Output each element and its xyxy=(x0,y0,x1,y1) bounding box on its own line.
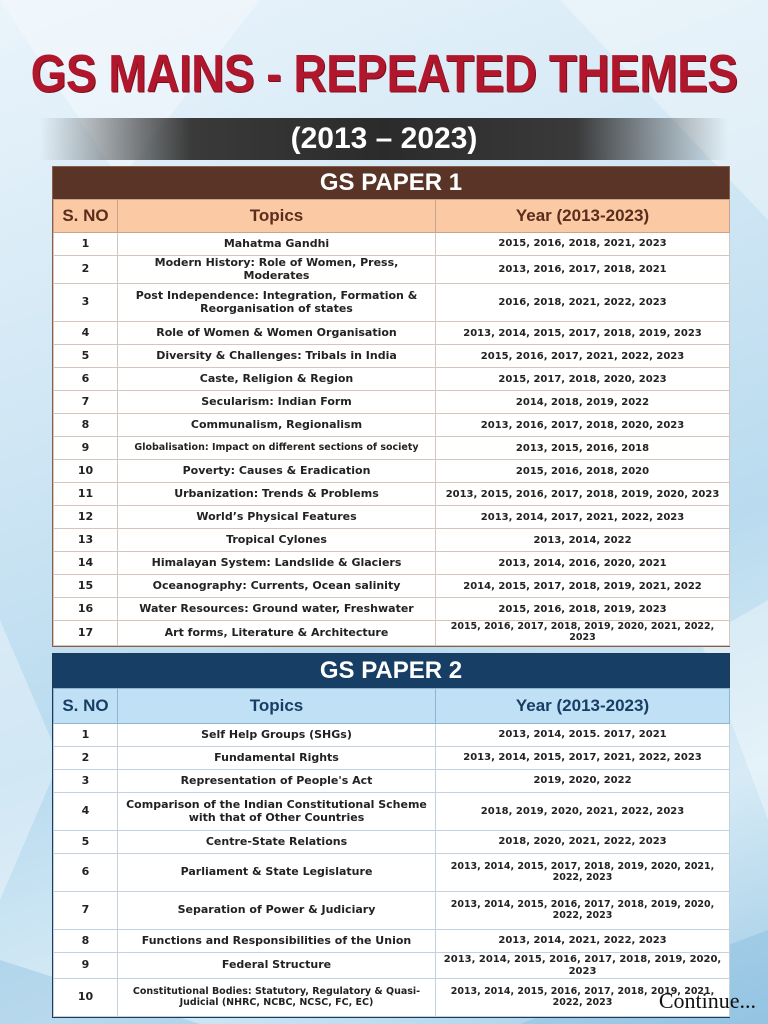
years-cell: 2013, 2015, 2016, 2018 xyxy=(436,437,730,460)
years-cell: 2015, 2016, 2018, 2020 xyxy=(436,460,730,483)
table-row xyxy=(54,368,730,391)
years-cell: 2013, 2014, 2015. 2017, 2021 xyxy=(436,724,730,747)
topic-cell: Globalisation: Impact on different sections of society xyxy=(118,437,436,460)
table-row xyxy=(54,322,730,345)
table-row xyxy=(54,770,730,793)
serial-number-cell: 4 xyxy=(54,322,118,345)
topic-cell: Centre-State Relations xyxy=(118,831,436,854)
topic-cell: Comparison of the Indian Constitutional Scheme with that of Other Countries xyxy=(118,793,436,831)
column-header-sno: S. NO xyxy=(54,689,118,724)
serial-number-cell: 12 xyxy=(54,506,118,529)
topic-cell: Federal Structure xyxy=(118,953,436,979)
serial-number-cell: 6 xyxy=(54,368,118,391)
table-row xyxy=(54,575,730,598)
topic-cell: Separation of Power & Judiciary xyxy=(118,892,436,930)
years-cell: 2018, 2019, 2020, 2021, 2022, 2023 xyxy=(436,793,730,831)
table-row xyxy=(54,793,730,831)
serial-number-cell: 14 xyxy=(54,552,118,575)
serial-number-cell: 2 xyxy=(54,747,118,770)
topic-cell: Parliament & State Legislature xyxy=(118,854,436,892)
topic-cell: Oceanography: Currents, Ocean salinity xyxy=(118,575,436,598)
topic-cell: Poverty: Causes & Eradication xyxy=(118,460,436,483)
years-cell: 2013, 2014, 2015, 2016, 2017, 2018, 2019, 2021, 2022, 2023 xyxy=(436,979,730,1017)
table-row xyxy=(54,284,730,322)
serial-number-cell: 7 xyxy=(54,391,118,414)
years-cell: 2014, 2018, 2019, 2022 xyxy=(436,391,730,414)
years-cell: 2015, 2016, 2017, 2018, 2019, 2020, 2021, 2022, 2023 xyxy=(436,621,730,646)
years-cell: 2013, 2015, 2016, 2017, 2018, 2019, 2020, 2023 xyxy=(436,483,730,506)
years-cell: 2013, 2014, 2015, 2016, 2017, 2018, 2019, 2020, 2022, 2023 xyxy=(436,892,730,930)
column-header-topics: Topics xyxy=(118,689,436,724)
years-cell: 2013, 2014, 2022 xyxy=(436,529,730,552)
table-row xyxy=(54,621,730,646)
topic-cell: Mahatma Gandhi xyxy=(118,233,436,256)
gs-paper-1-table xyxy=(52,166,730,647)
years-cell: 2013, 2014, 2016, 2020, 2021 xyxy=(436,552,730,575)
table-row xyxy=(54,724,730,747)
serial-number-cell: 9 xyxy=(54,437,118,460)
years-cell: 2013, 2016, 2017, 2018, 2020, 2023 xyxy=(436,414,730,437)
topic-cell: Water Resources: Ground water, Freshwater xyxy=(118,598,436,621)
topic-cell: Caste, Religion & Region xyxy=(118,368,436,391)
table-row xyxy=(54,506,730,529)
table-row xyxy=(54,892,730,930)
table-row xyxy=(54,437,730,460)
years-cell: 2014, 2015, 2017, 2018, 2019, 2021, 2022 xyxy=(436,575,730,598)
column-header-year: Year (2013-2023) xyxy=(436,200,730,233)
table-row xyxy=(54,598,730,621)
serial-number-cell: 5 xyxy=(54,345,118,368)
gs-paper-1-heading: GS PAPER 1 xyxy=(53,167,729,199)
topic-cell: Representation of People's Act xyxy=(118,770,436,793)
years-cell: 2018, 2020, 2021, 2022, 2023 xyxy=(436,831,730,854)
years-cell: 2013, 2014, 2015, 2017, 2021, 2022, 2023 xyxy=(436,747,730,770)
serial-number-cell: 13 xyxy=(54,529,118,552)
years-cell: 2013, 2014, 2015, 2016, 2017, 2018, 2019, 2020, 2023 xyxy=(436,953,730,979)
topic-cell: Post Independence: Integration, Formation & Reorganisation of states xyxy=(118,284,436,322)
serial-number-cell: 4 xyxy=(54,793,118,831)
serial-number-cell: 17 xyxy=(54,621,118,646)
topic-cell: Modern History: Role of Women, Press, Moderates xyxy=(118,256,436,284)
serial-number-cell: 16 xyxy=(54,598,118,621)
years-cell: 2015, 2016, 2018, 2019, 2023 xyxy=(436,598,730,621)
years-cell: 2013, 2014, 2021, 2022, 2023 xyxy=(436,930,730,953)
serial-number-cell: 8 xyxy=(54,930,118,953)
topic-cell: Functions and Responsibilities of the Union xyxy=(118,930,436,953)
page-title: GS MAINS - REPEATED THEMES xyxy=(30,43,738,103)
years-cell: 2015, 2016, 2018, 2021, 2023 xyxy=(436,233,730,256)
serial-number-cell: 10 xyxy=(54,979,118,1017)
serial-number-cell: 5 xyxy=(54,831,118,854)
column-header-year: Year (2013-2023) xyxy=(436,689,730,724)
table-row xyxy=(54,233,730,256)
table-row xyxy=(54,414,730,437)
serial-number-cell: 1 xyxy=(54,233,118,256)
topic-cell: Communalism, Regionalism xyxy=(118,414,436,437)
table-row xyxy=(54,747,730,770)
continue-label: Continue... xyxy=(658,988,756,1013)
serial-number-cell: 1 xyxy=(54,724,118,747)
table-row xyxy=(54,345,730,368)
serial-number-cell: 6 xyxy=(54,854,118,892)
years-cell: 2013, 2014, 2015, 2017, 2018, 2019, 2023 xyxy=(436,322,730,345)
table-row xyxy=(54,552,730,575)
table-row xyxy=(54,460,730,483)
table-row xyxy=(54,483,730,506)
gs-paper-2-heading: GS PAPER 2 xyxy=(53,654,729,688)
serial-number-cell: 7 xyxy=(54,892,118,930)
serial-number-cell: 15 xyxy=(54,575,118,598)
years-cell: 2013, 2016, 2017, 2018, 2021 xyxy=(436,256,730,284)
column-header-sno: S. NO xyxy=(54,200,118,233)
table-row xyxy=(54,854,730,892)
topic-cell: Secularism: Indian Form xyxy=(118,391,436,414)
topic-cell: Urbanization: Trends & Problems xyxy=(118,483,436,506)
serial-number-cell: 8 xyxy=(54,414,118,437)
topic-cell: Self Help Groups (SHGs) xyxy=(118,724,436,747)
years-cell: 2016, 2018, 2021, 2022, 2023 xyxy=(436,284,730,322)
serial-number-cell: 9 xyxy=(54,953,118,979)
years-cell: 2019, 2020, 2022 xyxy=(436,770,730,793)
paper-1-grid xyxy=(53,199,730,646)
years-cell: 2015, 2016, 2017, 2021, 2022, 2023 xyxy=(436,345,730,368)
year-range-banner: (2013 – 2023) xyxy=(40,118,728,160)
years-cell: 2013, 2014, 2017, 2021, 2022, 2023 xyxy=(436,506,730,529)
table-row xyxy=(54,831,730,854)
topic-cell: World’s Physical Features xyxy=(118,506,436,529)
serial-number-cell: 3 xyxy=(54,770,118,793)
table-row xyxy=(54,979,730,1017)
serial-number-cell: 2 xyxy=(54,256,118,284)
table-row xyxy=(54,529,730,552)
topic-cell: Tropical Cylones xyxy=(118,529,436,552)
table-row xyxy=(54,391,730,414)
topic-cell: Constitutional Bodies: Statutory, Regulatory & Quasi-Judicial (NHRC, NCBC, NCSC, FC, EC) xyxy=(118,979,436,1017)
table-row xyxy=(54,930,730,953)
topic-cell: Fundamental Rights xyxy=(118,747,436,770)
serial-number-cell: 3 xyxy=(54,284,118,322)
topic-cell: Role of Women & Women Organisation xyxy=(118,322,436,345)
topic-cell: Himalayan System: Landslide & Glaciers xyxy=(118,552,436,575)
topic-cell: Art forms, Literature & Architecture xyxy=(118,621,436,646)
years-cell: 2013, 2014, 2015, 2017, 2018, 2019, 2020, 2021, 2022, 2023 xyxy=(436,854,730,892)
column-header-topics: Topics xyxy=(118,200,436,233)
paper-2-grid xyxy=(53,688,730,1017)
serial-number-cell: 10 xyxy=(54,460,118,483)
years-cell: 2015, 2017, 2018, 2020, 2023 xyxy=(436,368,730,391)
table-row xyxy=(54,256,730,284)
gs-paper-2-table xyxy=(52,653,730,1018)
serial-number-cell: 11 xyxy=(54,483,118,506)
table-row xyxy=(54,953,730,979)
topic-cell: Diversity & Challenges: Tribals in India xyxy=(118,345,436,368)
